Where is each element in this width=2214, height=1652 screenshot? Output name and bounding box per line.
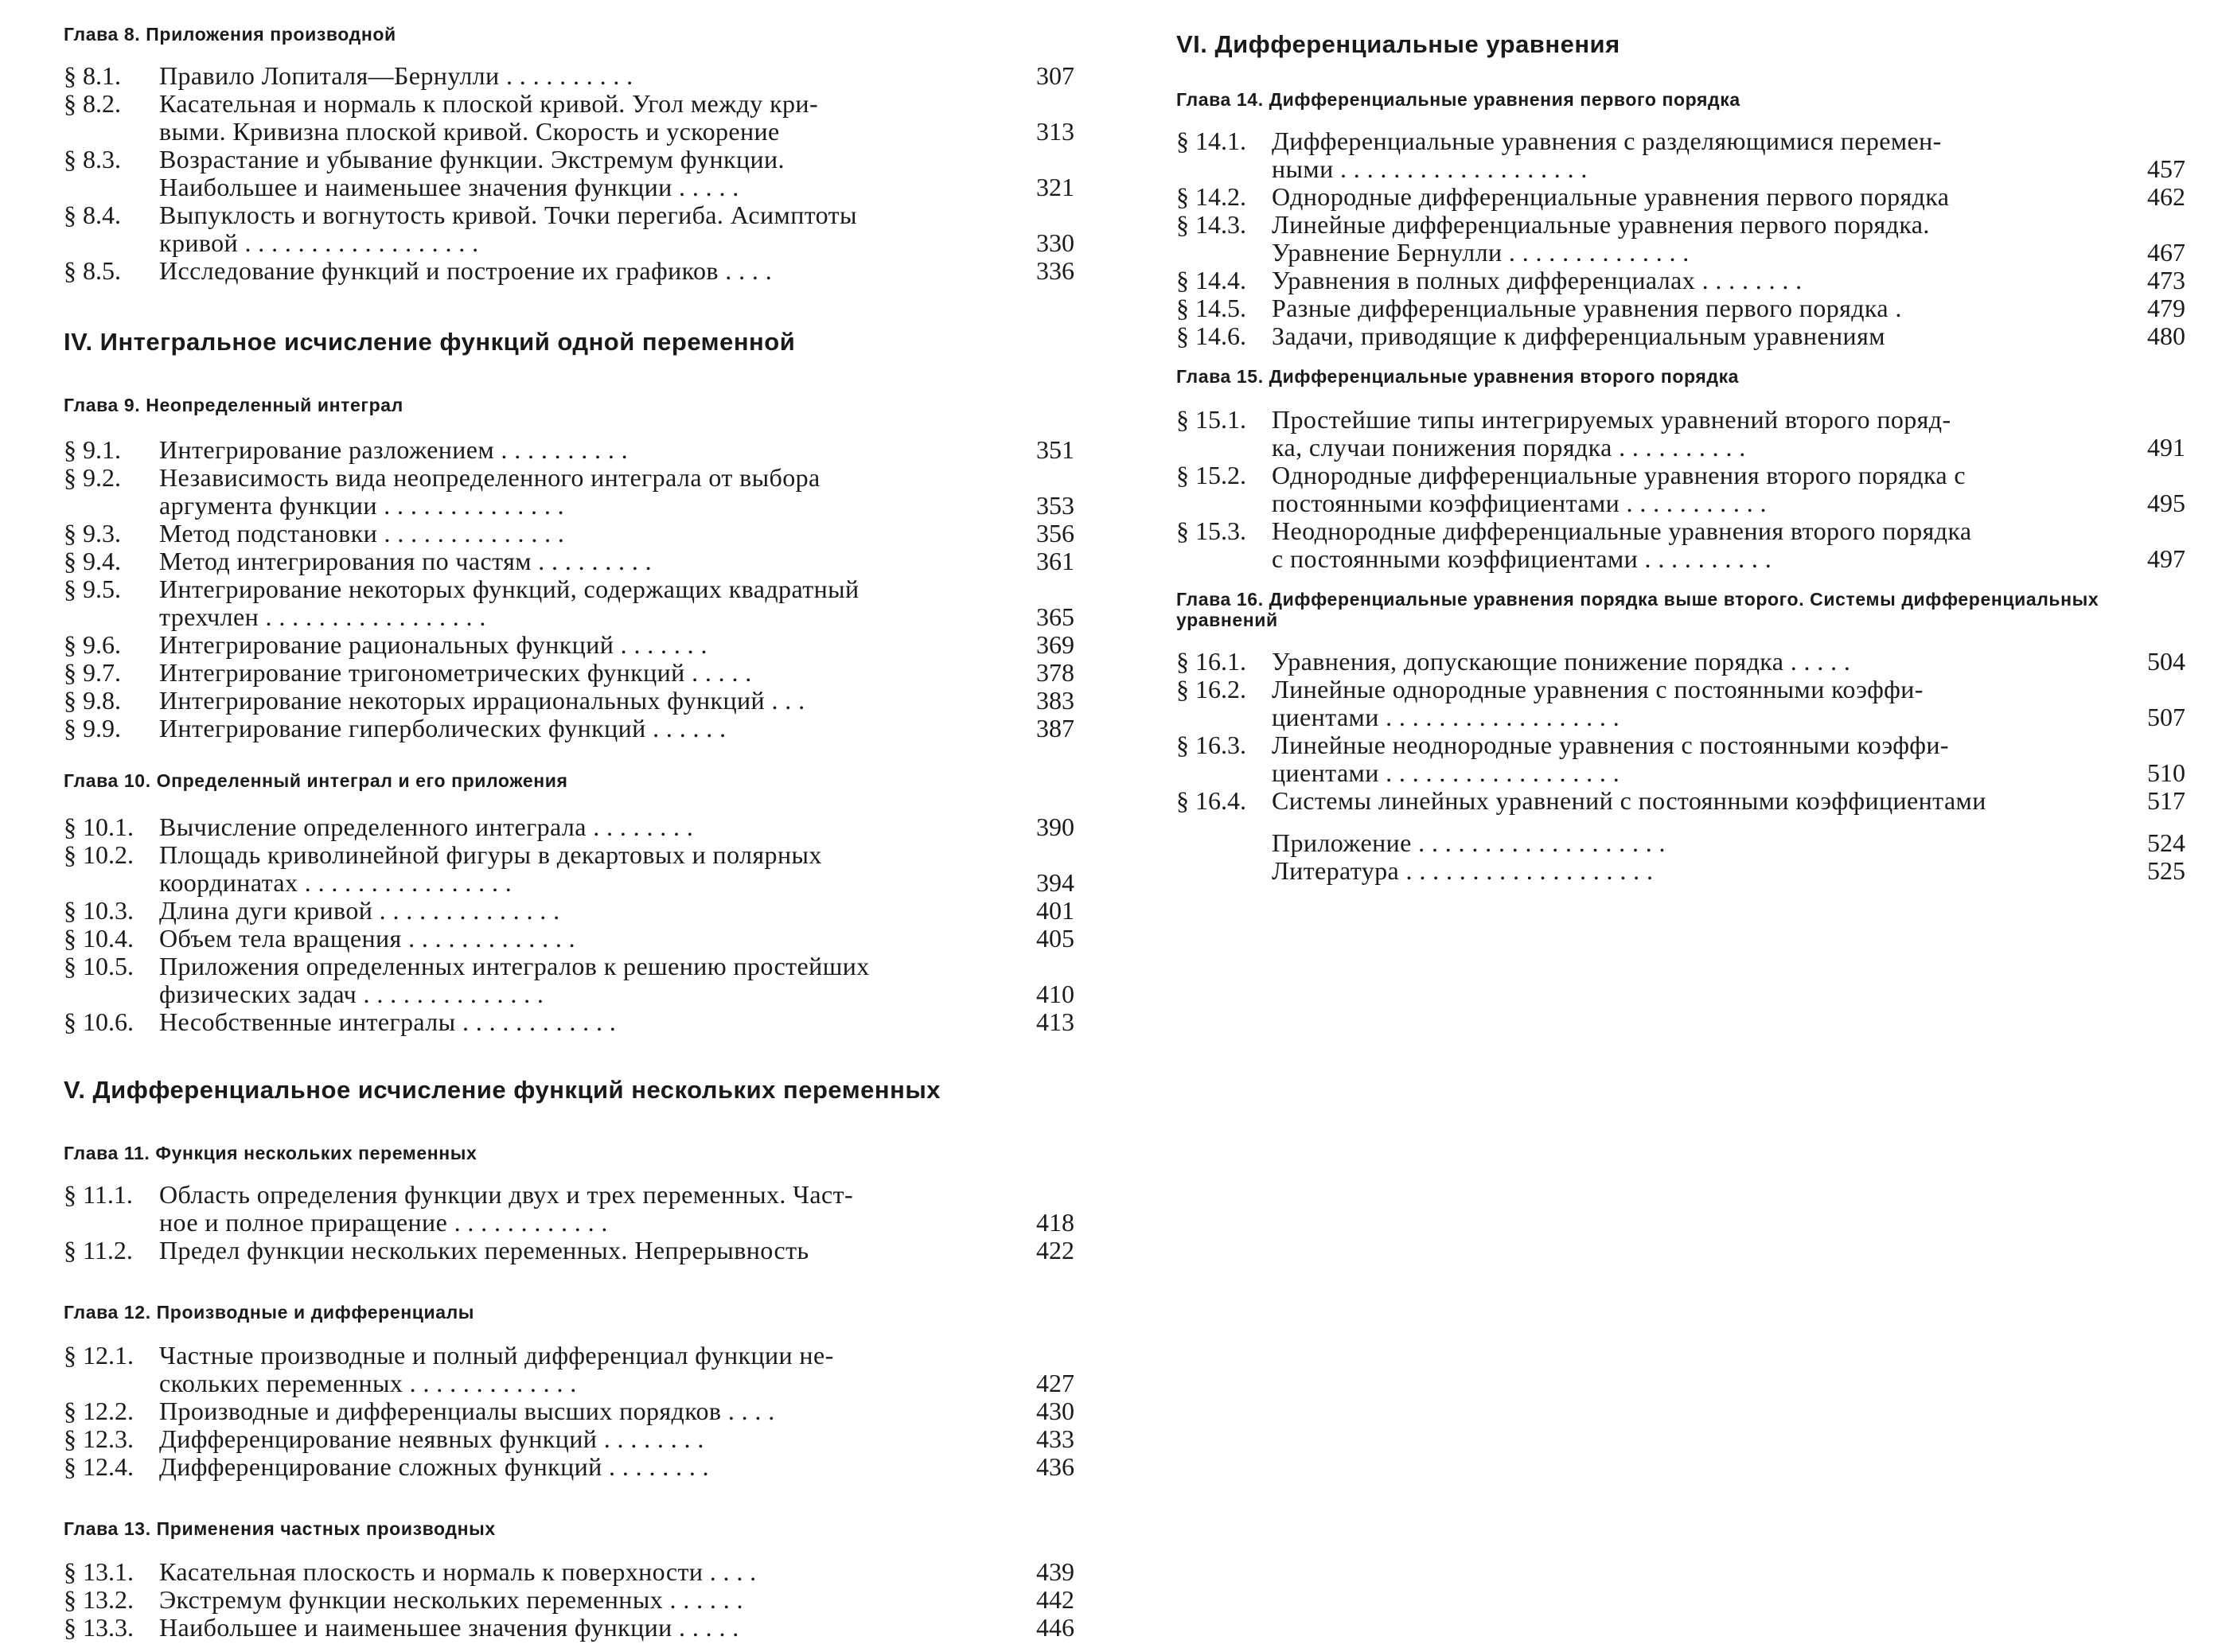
page-number: 473 [2147, 266, 2185, 294]
page-number: 307 [1036, 61, 1074, 90]
section-number: § 8.3. [64, 145, 121, 173]
section-number: § 10.3. [64, 896, 134, 925]
page-number: 351 [1036, 435, 1074, 464]
section-number: § 15.2. [1176, 461, 1246, 489]
chapter-title: Глава 8. Приложения производной [64, 24, 396, 45]
section-number: § 8.5. [64, 256, 121, 285]
chapter-title: Глава 12. Производные и дифференциалы [64, 1302, 475, 1323]
page-number: 353 [1036, 491, 1074, 520]
part-title: IV. Интегральное исчисление функций одной переменной [64, 328, 796, 356]
section-title: Задачи, приводящие к дифференциальным уравнениям [1272, 321, 1885, 350]
page-number: 422 [1036, 1236, 1074, 1264]
page-number: 495 [2147, 489, 2185, 517]
page-number: 401 [1036, 896, 1074, 925]
section-title: Дифференцирование сложных функций . . . . . . . . [159, 1452, 710, 1481]
section-title: Интегрирование разложением . . . . . . . . . . [159, 435, 629, 464]
section-number: § 15.1. [1176, 405, 1246, 434]
section-title: Наибольшее и наименьшее значения функции . . . . . [159, 1613, 739, 1642]
section-title: Приложения определенных интегралов к решению простейших физических задач . . . . . . . . . . . . . . [159, 952, 870, 1008]
section-number: § 10.2. [64, 840, 134, 869]
section-number: § 14.2. [1176, 182, 1246, 211]
section-number: § 12.1. [64, 1341, 134, 1370]
section-number: § 11.2. [64, 1236, 133, 1264]
page-number: 439 [1036, 1557, 1074, 1586]
section-title: Уравнения в полных дифференциалах . . . . . . . . [1272, 266, 1803, 294]
page-number: 504 [2147, 647, 2185, 676]
section-title: Площадь криволинейной фигуры в декартовых и полярных координатах . . . . . . . . . . . . . . . . [159, 840, 822, 897]
page-number: 383 [1036, 686, 1074, 715]
part-title: V. Дифференциальное исчисление функций нескольких переменных [64, 1076, 941, 1104]
section-title: Касательная плоскость и нормаль к поверхности . . . . [159, 1557, 757, 1586]
section-number: § 15.3. [1176, 516, 1246, 545]
section-number: § 14.6. [1176, 321, 1246, 350]
page-number: 369 [1036, 630, 1074, 659]
section-title: Дифференциальные уравнения с разделяющимися перемен- ными . . . . . . . . . . . . . . . . . . . [1272, 127, 1942, 183]
section-title: Частные производные и полный дифференциал функции не- скольких переменных . . . . . . . . . . . . . [159, 1341, 834, 1397]
section-title: Дифференцирование неявных функций . . . . . . . . [159, 1424, 704, 1453]
section-title: Интегрирование гиперболических функций . . . . . . [159, 714, 727, 742]
section-title: Неоднородные дифференциальные уравнения второго порядка с постоянными коэффициентами . . . . . . . . . . [1272, 516, 1972, 573]
section-number: § 13.3. [64, 1613, 134, 1642]
section-title: Длина дуги кривой . . . . . . . . . . . . . . [159, 896, 560, 925]
page-number: 497 [2147, 544, 2185, 573]
section-title: Литература . . . . . . . . . . . . . . . . . . . [1272, 856, 1654, 885]
section-number: § 9.7. [64, 658, 121, 687]
section-number: § 8.2. [64, 89, 121, 118]
section-title: Системы линейных уравнений с постоянными коэффициентами [1272, 786, 1986, 815]
page-number: 410 [1036, 980, 1074, 1008]
page-number: 405 [1036, 924, 1074, 953]
section-number: § 12.3. [64, 1424, 134, 1453]
section-number: § 13.1. [64, 1557, 134, 1586]
page-number: 390 [1036, 812, 1074, 841]
section-number: § 14.3. [1176, 210, 1246, 239]
section-title: Интегрирование некоторых иррациональных функций . . . [159, 686, 805, 715]
chapter-title: Глава 10. Определенный интеграл и его приложения [64, 770, 568, 791]
section-number: § 10.4. [64, 924, 134, 953]
section-title: Несобственные интегралы . . . . . . . . . . . . [159, 1007, 617, 1036]
page-number: 430 [1036, 1397, 1074, 1425]
section-number: § 8.4. [64, 201, 121, 229]
section-title: Приложение . . . . . . . . . . . . . . . . . . . [1272, 828, 1666, 857]
section-title: Исследование функций и построение их графиков . . . . [159, 256, 773, 285]
section-number: § 14.5. [1176, 294, 1246, 322]
section-title: Интегрирование тригонометрических функций . . . . . [159, 658, 752, 687]
page-number: 321 [1036, 173, 1074, 201]
section-title: Однородные дифференциальные уравнения второго порядка с постоянными коэффициентами . . . . . . . . . . . [1272, 461, 1966, 517]
chapter-title: Глава 9. Неопределенный интеграл [64, 395, 403, 415]
section-number: § 9.3. [64, 519, 121, 547]
section-title: Простейшие типы интегрируемых уравнений второго поряд- ка, случаи понижения порядка . . . . . . . . . . [1272, 405, 1951, 462]
section-number: § 16.3. [1176, 731, 1246, 759]
page-number: 525 [2147, 856, 2185, 885]
section-title: Линейные неоднородные уравнения с постоянными коэффи- циентами . . . . . . . . . . . . . . . . . . [1272, 731, 1949, 787]
section-number: § 14.1. [1176, 127, 1246, 155]
page-number: 394 [1036, 868, 1074, 897]
section-title: Метод интегрирования по частям . . . . . . . . . [159, 547, 653, 575]
page-number: 313 [1036, 117, 1074, 146]
page-number: 524 [2147, 828, 2185, 857]
page-number: 480 [2147, 321, 2185, 350]
page-number: 361 [1036, 547, 1074, 575]
section-number: § 13.2. [64, 1585, 134, 1614]
section-number: § 9.8. [64, 686, 121, 715]
page-number: 336 [1036, 256, 1074, 285]
section-number: § 9.2. [64, 463, 121, 492]
section-number: § 9.1. [64, 435, 121, 464]
page-number: 510 [2147, 758, 2185, 787]
section-title: Объем тела вращения . . . . . . . . . . . . . [159, 924, 576, 953]
section-number: § 9.4. [64, 547, 121, 575]
section-title: Правило Лопиталя—Бернулли . . . . . . . . . . [159, 61, 633, 90]
section-title: Предел функции нескольких переменных. Непрерывность [159, 1236, 809, 1264]
chapter-title: Глава 14. Дифференциальные уравнения первого порядка [1176, 89, 1740, 110]
page-number: 467 [2147, 238, 2185, 267]
section-number: § 10.5. [64, 952, 134, 980]
page-number: 433 [1036, 1424, 1074, 1453]
section-title: Возрастание и убывание функции. Экстремум функции. Наибольшее и наименьшее значения функции . . . . . [159, 145, 785, 201]
section-title: Интегрирование некоторых функций, содержащих квадратный трехчлен . . . . . . . . . . . . . . . . . [159, 575, 859, 631]
page-number: 457 [2147, 154, 2185, 183]
section-title: Интегрирование рациональных функций . . . . . . . [159, 630, 707, 659]
section-number: § 16.1. [1176, 647, 1246, 676]
section-title: Однородные дифференциальные уравнения первого порядка [1272, 182, 1950, 211]
section-title: Производные и дифференциалы высших порядков . . . . [159, 1397, 775, 1425]
section-number: § 9.6. [64, 630, 121, 659]
chapter-title: Глава 16. Дифференциальные уравнения порядка выше второго. Системы дифференциальных уравнений [1176, 589, 2099, 630]
section-title: Вычисление определенного интеграла . . . . . . . . [159, 812, 694, 841]
section-number: § 16.2. [1176, 675, 1246, 703]
page-number: 356 [1036, 519, 1074, 547]
page-number: 517 [2147, 786, 2185, 815]
page-number: 507 [2147, 703, 2185, 731]
page-number: 330 [1036, 228, 1074, 257]
section-title: Касательная и нормаль к плоской кривой. Угол между кри- выми. Кривизна плоской кривой. Скорость и ускорение [159, 89, 818, 146]
section-number: § 9.9. [64, 714, 121, 742]
page-number: 479 [2147, 294, 2185, 322]
page-number: 387 [1036, 714, 1074, 742]
page-number: 365 [1036, 602, 1074, 631]
section-number: § 11.1. [64, 1180, 133, 1209]
page-number: 446 [1036, 1613, 1074, 1642]
section-number: § 8.1. [64, 61, 121, 90]
page-number: 436 [1036, 1452, 1074, 1481]
page-number: 427 [1036, 1369, 1074, 1397]
page-number: 491 [2147, 433, 2185, 462]
section-title: Независимость вида неопределенного интеграла от выбора аргумента функции . . . . . . . . . . . . . . [159, 463, 821, 520]
section-title: Экстремум функции нескольких переменных . . . . . . [159, 1585, 743, 1614]
section-title: Область определения функции двух и трех переменных. Част- ное и полное приращение . . . . . . . . . . . . [159, 1180, 854, 1237]
section-title: Метод подстановки . . . . . . . . . . . . . . [159, 519, 565, 547]
section-title: Уравнения, допускающие понижение порядка . . . . . [1272, 647, 1851, 676]
section-number: § 10.1. [64, 812, 134, 841]
section-number: § 10.6. [64, 1007, 134, 1036]
section-number: § 12.2. [64, 1397, 134, 1425]
chapter-title: Глава 13. Применения частных производных [64, 1518, 496, 1539]
part-title: VI. Дифференциальные уравнения [1176, 30, 1620, 58]
section-title: Разные дифференциальные уравнения первого порядка . [1272, 294, 1902, 322]
page-number: 462 [2147, 182, 2185, 211]
section-title: Выпуклость и вогнутость кривой. Точки перегиба. Асимптоты кривой . . . . . . . . . . . . . . . . . . [159, 201, 857, 257]
section-number: § 14.4. [1176, 266, 1246, 294]
section-title: Линейные однородные уравнения с постоянными коэффи- циентами . . . . . . . . . . . . . . . . . . [1272, 675, 1924, 731]
chapter-title: Глава 15. Дифференциальные уравнения второго порядка [1176, 366, 1740, 387]
page-number: 378 [1036, 658, 1074, 687]
section-number: § 16.4. [1176, 786, 1246, 815]
section-title: Линейные дифференциальные уравнения первого порядка. Уравнение Бернулли . . . . . . . . . . . . . . [1272, 210, 1930, 267]
chapter-title: Глава 11. Функция нескольких переменных [64, 1143, 477, 1163]
section-number: § 9.5. [64, 575, 121, 603]
page-number: 413 [1036, 1007, 1074, 1036]
page-number: 442 [1036, 1585, 1074, 1614]
section-number: § 12.4. [64, 1452, 134, 1481]
page-number: 418 [1036, 1208, 1074, 1237]
